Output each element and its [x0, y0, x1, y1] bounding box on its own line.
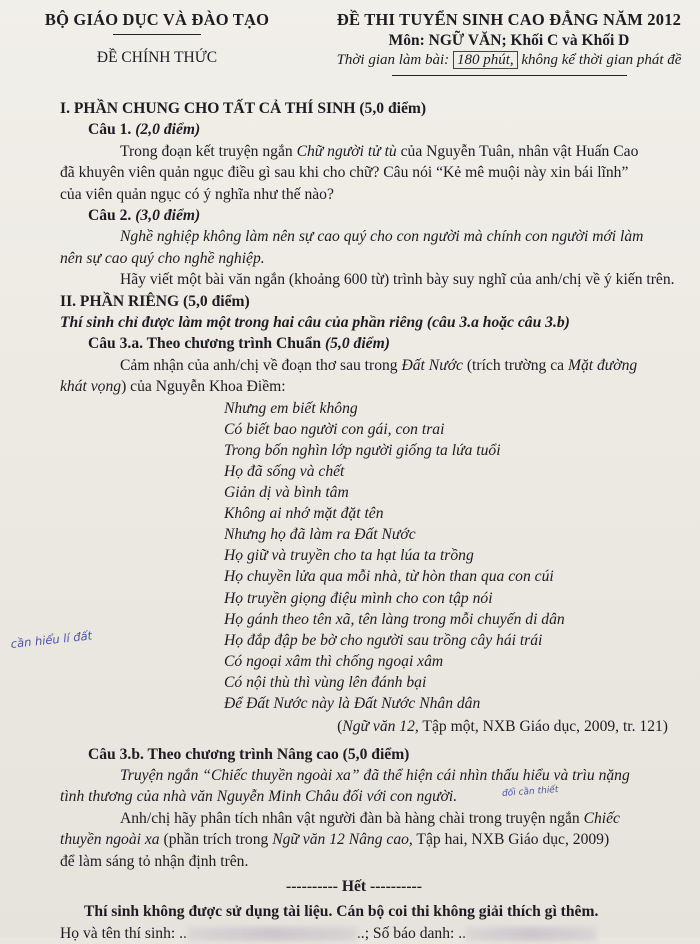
poem-source	[22, 716, 686, 737]
source-text: Tập một, NXB Giáo dục, 2009, tr. 121)	[418, 718, 668, 736]
header-right-rule	[392, 75, 627, 76]
poem-line: Họ truyền giọng điệu mình cho con tập nói	[224, 589, 493, 607]
q3b-text: (phần trích trong	[159, 831, 273, 849]
q2-line-1	[22, 226, 686, 247]
poem-line: Họ gánh theo tên xã, tên làng trong mỗi chuyến di dân	[224, 610, 565, 628]
poem-line: Để Đất Nước này là Đất Nước Nhân dân	[224, 695, 481, 712]
redacted-name	[187, 927, 357, 941]
question-2-heading	[22, 205, 686, 226]
q1-points: (2,0 điểm)	[135, 121, 201, 139]
official-label: ĐỀ CHÍNH THỨC	[96, 49, 218, 66]
time-suffix: không kể thời gian phát đề	[521, 52, 682, 68]
q2-line-2: nên sự cao quý cho nghề nghiệp.	[60, 249, 265, 267]
q2-line-3	[22, 269, 686, 290]
part2-heading: II. PHẦN RIÊNG (5,0 điểm)	[60, 292, 250, 310]
poem-line: Họ đã sống và chết	[224, 462, 345, 480]
source-book: Ngữ văn 12,	[342, 718, 419, 736]
candidate-number-label: ..; Số báo danh: ..	[356, 924, 467, 942]
header-left	[22, 10, 292, 67]
q1-text: Trong đoạn kết truyện ngắn	[120, 142, 297, 160]
poem-line: Họ đắp đập be bờ cho người sau trồng cây hái trái	[224, 631, 543, 649]
q1-line-2: đã khuyên viên quản ngục điều gì sau khi cho chữ? Câu nói “Kẻ mê muội này xin bái lĩnh”	[60, 164, 629, 182]
poem-line: Họ giữ và truyền cho ta hạt lúa ta trồng	[224, 547, 474, 565]
exam-time	[304, 52, 700, 69]
part2-instruction: Thí sinh chỉ được làm một trong hai câu của phần riêng (câu 3.a hoặc câu 3.b)	[60, 314, 570, 332]
q3a-text: (trích trường ca	[462, 356, 568, 374]
q3b-line-4	[22, 829, 686, 850]
handwritten-side-note: đổi cần thiết	[501, 785, 559, 799]
q1-line-3: của viên quản ngục có ý nghĩa như thế nào?	[60, 185, 334, 203]
header-right	[304, 10, 700, 76]
q3a-epic-title: khát vọng	[60, 378, 122, 396]
exam-note: Thí sinh không được sử dụng tài liệu. Cán bộ coi thi không giải thích gì thêm.	[84, 903, 599, 921]
poem-line: Nhưng họ đã làm ra Đất Nước	[224, 526, 416, 544]
q3a-label: Câu 3.a. Theo chương trình Chuẩn	[88, 335, 322, 353]
time-prefix: Thời gian làm bài:	[336, 52, 450, 68]
q3a-text: ) của Nguyễn Khoa Điềm:	[121, 378, 286, 396]
redacted-number	[466, 927, 596, 941]
q3b-work-title: thuyền ngoài xa	[60, 831, 160, 849]
poem-excerpt	[22, 398, 686, 714]
q3a-points: (5,0 điểm)	[324, 335, 390, 353]
poem-line: Trong bốn nghìn lớp người giống ta lứa tuổi	[224, 441, 501, 459]
poem-line: Có ngoại xâm thì chống ngoại xâm	[224, 652, 444, 670]
source-text: (	[337, 718, 343, 736]
q3a-line-1	[22, 355, 686, 376]
q3a-line-2	[22, 376, 686, 397]
question-3a-heading	[22, 333, 686, 354]
part1-heading: I. PHẦN CHUNG CHO TẤT CẢ THÍ SINH (5,0 điểm)	[60, 100, 427, 117]
q3b-text: , Tập hai, NXB Giáo dục, 2009)	[408, 831, 610, 849]
candidate-name-label: Họ và tên thí sinh: ..	[60, 924, 187, 942]
q3b-text: Anh/chị hãy phân tích nhân vật người đàn bà hàng chài trong truyện ngắn	[120, 809, 584, 827]
q2-points: (3,0 điểm)	[135, 207, 201, 225]
q3a-text: Cảm nhận của anh/chị về đoạn thơ sau trong	[120, 356, 402, 374]
q3b-line-1	[22, 765, 686, 786]
poem-line: Họ chuyền lửa qua mỗi nhà, từ hòn than qua con cúi	[224, 568, 554, 586]
q3b-book: Ngữ văn 12 Nâng cao	[272, 831, 409, 849]
exam-header	[22, 6, 686, 98]
q3b-line-5: để làm sáng tỏ nhận định trên.	[60, 852, 249, 870]
ministry-name: BỘ GIÁO DỤC VÀ ĐÀO TẠO	[44, 10, 270, 29]
q1-work-title: Chữ người tử tù	[296, 142, 397, 160]
q3b-work-title: Chiếc	[583, 809, 620, 827]
poem-line: Có biết bao người con gái, con trai	[224, 420, 445, 438]
poem-line: Giản dị và bình tâm	[224, 484, 349, 502]
q2-task: Hãy viết một bài văn ngắn (khoảng 600 từ) trình bày suy nghĩ của anh/chị về ý kiến trên.	[120, 271, 675, 289]
candidate-info-line	[22, 923, 686, 944]
exam-subject: Môn: NGỮ VĂN; Khối C và Khối D	[388, 32, 630, 49]
exam-title: ĐỀ THI TUYỂN SINH CAO ĐẲNG NĂM 2012	[336, 10, 682, 29]
q3a-epic-title: Mặt đường	[567, 356, 638, 374]
q1-label: Câu 1.	[88, 121, 132, 139]
q2-quote: Nghề nghiệp không làm nên sự cao quý cho con người mà chính con người mới làm	[120, 228, 644, 246]
q3b-line-2: tình thương của nhà văn Nguyễn Minh Châu đối với con người.	[60, 788, 458, 806]
q3a-work-title: Đất Nước	[401, 356, 463, 374]
header-left-rule	[113, 34, 201, 35]
q1-text: của Nguyễn Tuân, nhân vật Huấn Cao	[396, 142, 639, 160]
q1-line-1	[22, 141, 686, 162]
question-3b-heading: Câu 3.b. Theo chương trình Nâng cao (5,0 điểm)	[88, 745, 410, 763]
end-marker: ---------- Hết ----------	[286, 877, 422, 895]
handwritten-margin-note: cần hiểu lí đất	[10, 628, 93, 651]
poem-line: Có nội thù thì vùng lên đánh bại	[224, 673, 427, 691]
poem-line: Nhưng em biết không	[224, 399, 358, 417]
q3b-quote: Truyện ngắn “Chiếc thuyền ngoài xa” đã thể hiện cái nhìn thấu hiểu và trìu nặng	[120, 766, 630, 784]
exam-content	[22, 98, 686, 944]
poem-line: Không ai nhớ mặt đặt tên	[224, 505, 384, 523]
q3b-line-3	[22, 808, 686, 829]
q2-label: Câu 2.	[88, 207, 132, 225]
question-1-heading	[22, 119, 686, 140]
time-boxed: 180 phút,	[453, 51, 518, 69]
